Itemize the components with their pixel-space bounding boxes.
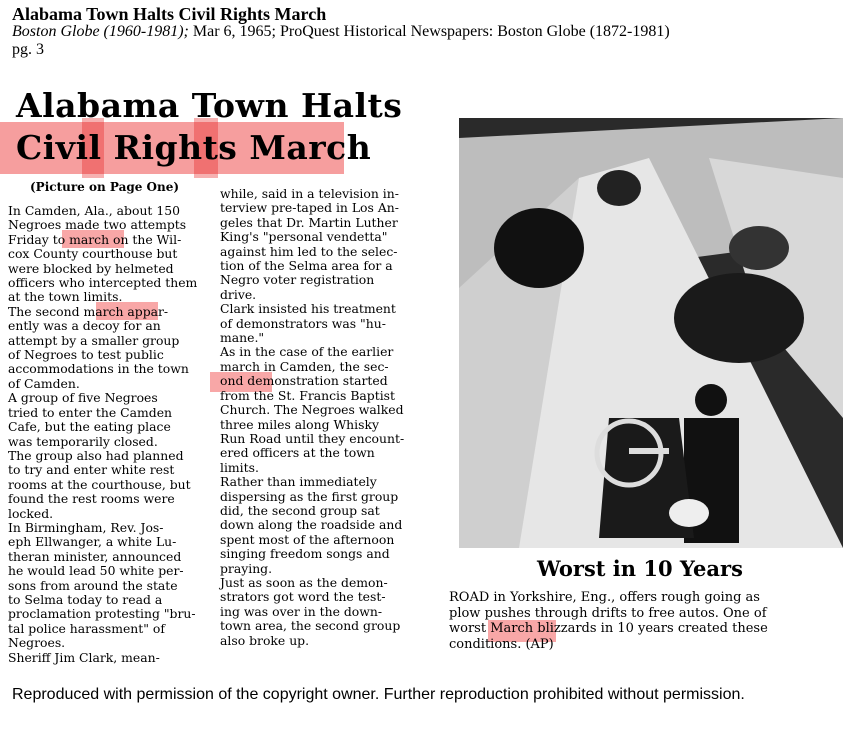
citation-source bbox=[12, 23, 670, 41]
article-column-1: In Camden, Ala., about 150 Negroes made two attempts Friday to march on the Wil- cox County courthouse but were blocked by helmeted officers who intercepted them at the town limits. The second march appar- ently was a decoy for an attempt by a smaller group of Negroes to test public accommodations in the town of Camden. A group of five Negroes tried to enter the Camden Cafe, but the eating place was temporarily closed. The group also had planned to try and enter white rest rooms at the courthouse, but found the rest rooms were locked. In Birmingham, Rev. Jos- eph Ellwanger, a white Lu- theran minister, announced he would lead 50 white per- sons from around the state to Selma today to read a proclamation protesting "bru- tal police harassment" of Negroes. Sheriff Jim Clark, mean- bbox=[8, 203, 198, 665]
photo-headline: Worst in 10 Years bbox=[537, 556, 743, 581]
citation-page: pg. 3 bbox=[12, 41, 44, 58]
source-publication: Boston Globe (1960-1981); bbox=[12, 23, 189, 40]
photo-caption: ROAD in Yorkshire, Eng., offers rough going as plow pushes through drifts to free autos. One of worst March blizzards in 10 years created these conditions. (AP) bbox=[449, 590, 768, 652]
source-details: Mar 6, 1965; ProQuest Historical Newspapers: Boston Globe (1872-1981) bbox=[188, 23, 670, 40]
headline-line-1: Alabama Town Halts bbox=[16, 86, 403, 125]
headline-line-2: Civil Rights March bbox=[16, 128, 372, 167]
picture-reference: (Picture on Page One) bbox=[30, 180, 180, 194]
article-column-2: while, said in a television in- terview pre-taped in Los An- geles that Dr. Martin Luther King's "personal vendetta" against him led to the selec- tion of the Selma area for a Negro voter registration drive. Clark insisted his treatment of demonstrators was "hu- mane." As in the case of the earlier march in Camden, the sec- ond demonstration started from the St. Francis Baptist Church. The Negroes walked three miles along Whisky Run Road until they encount- ered officers at the town limits. Rather than immediately dispersing as the first group did, the second group sat down along the roadside and spent most of the afternoon singing freedom songs and praying. Just as soon as the demon- strators got word the test- ing was over in the down- town area, the second group also broke up. bbox=[220, 186, 405, 648]
copyright-footer: Reproduced with permission of the copyright owner. Further reproduction prohibited without permission. bbox=[12, 686, 745, 703]
citation-title: Alabama Town Halts Civil Rights March bbox=[12, 4, 327, 24]
news-photo bbox=[459, 118, 843, 548]
